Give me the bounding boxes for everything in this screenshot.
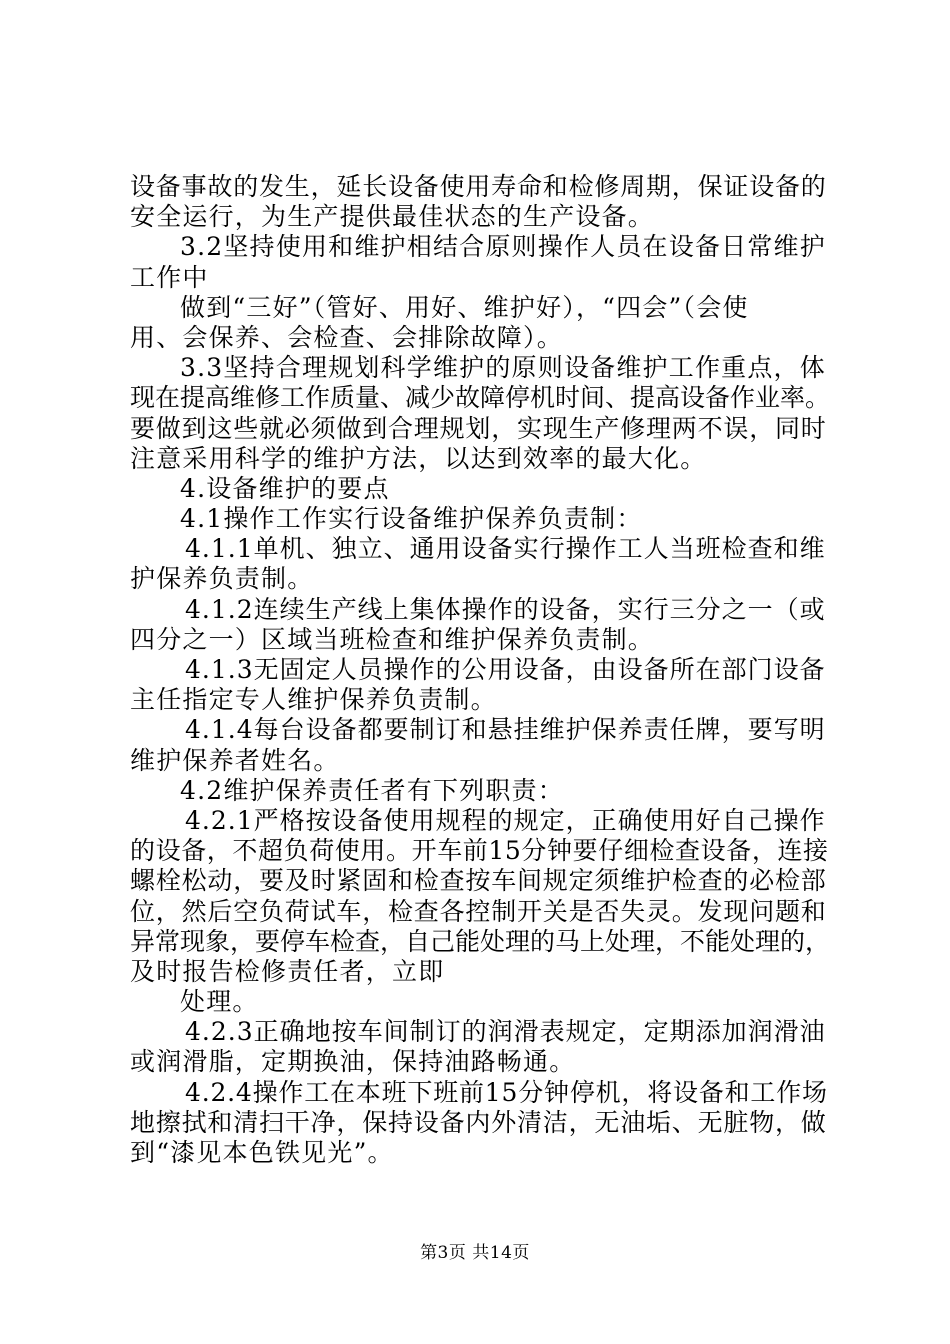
text-line: 位，然后空负荷试车，检查各控制开关是否失灵。发现问题和 [130, 896, 827, 926]
text-line: 4.1.1单机、独立、通用设备实行操作工人当班检查和维 [185, 534, 826, 564]
text-line: 及时报告检修责任者，立即 [130, 956, 445, 986]
text-line: 工作中 [130, 262, 209, 292]
text-line: 4.2.3正确地按车间制订的润滑表规定，定期添加润滑油 [185, 1017, 826, 1047]
text-line: 3.2坚持使用和维护相结合原则操作人员在设备日常维护 [180, 232, 826, 262]
text-line: 3.3坚持合理规划科学维护的原则设备维护工作重点，体 [180, 353, 826, 383]
text-line: 现在提高维修工作质量、减少故障停机时间、提高设备作业率。 [130, 383, 831, 413]
text-line: 的设备，不超负荷使用。开车前15分钟要仔细检查设备，连接 [130, 836, 829, 866]
text-line: 四分之一）区域当班检查和维护保养负责制。 [130, 624, 655, 654]
text-line: 4.设备维护的要点 [180, 473, 390, 503]
text-line: 4.1.4每台设备都要制订和悬挂维护保养责任牌，要写明 [185, 715, 826, 745]
text-line: 主任指定专人维护保养负责制。 [130, 685, 497, 715]
text-line: 到“漆见本色铁见光”。 [130, 1138, 394, 1167]
text-line: 4.2.1严格按设备使用规程的规定，正确使用好自己操作 [185, 805, 826, 835]
text-line: 地擦拭和清扫干净，保持设备内外清洁，无油垢、无脏物，做 [130, 1107, 827, 1137]
text-line: 4.2维护保养责任者有下列职责： [180, 775, 564, 805]
text-line: 做到“三好”（管好、用好、维护好），“四会”（会使 [180, 292, 749, 322]
document-body [130, 172, 830, 1168]
page-footer [0, 1242, 950, 1264]
text-line: 护保养负责制。 [130, 564, 314, 594]
text-line: 4.1.2连续生产线上集体操作的设备，实行三分之一（或 [185, 594, 826, 624]
text-line: 4.2.4操作工在本班下班前15分钟停机，将设备和工作场 [185, 1077, 828, 1107]
text-line: 要做到这些就必须做到合理规划，实现生产修理两不误，同时 [130, 413, 827, 443]
text-line: 异常现象，要停车检查，自己能处理的马上处理，不能处理的， [130, 926, 831, 956]
page-number-label: 第3页 共14页 [420, 1243, 530, 1263]
text-line: 注意采用科学的维护方法，以达到效率的最大化。 [130, 443, 707, 473]
text-line: 维护保养者姓名。 [130, 745, 340, 775]
text-line: 4.1.3无固定人员操作的公用设备，由设备所在部门设备 [185, 655, 826, 684]
text-line: 用、会保养、会检查、会排除故障）。 [130, 322, 563, 352]
text-line: 处理。 [180, 987, 259, 1017]
text-line: 设备事故的发生，延长设备使用寿命和检修周期，保证设备的 [130, 172, 827, 201]
text-line: 安全运行，为生产提供最佳状态的生产设备。 [130, 202, 655, 232]
text-line: 4.1操作工作实行设备维护保养负责制： [180, 504, 643, 534]
text-line: 或润滑脂，定期换油，保持油路畅通。 [130, 1047, 576, 1077]
text-line: 螺栓松动，要及时紧固和检查按车间规定须维护检查的必检部 [130, 866, 827, 896]
